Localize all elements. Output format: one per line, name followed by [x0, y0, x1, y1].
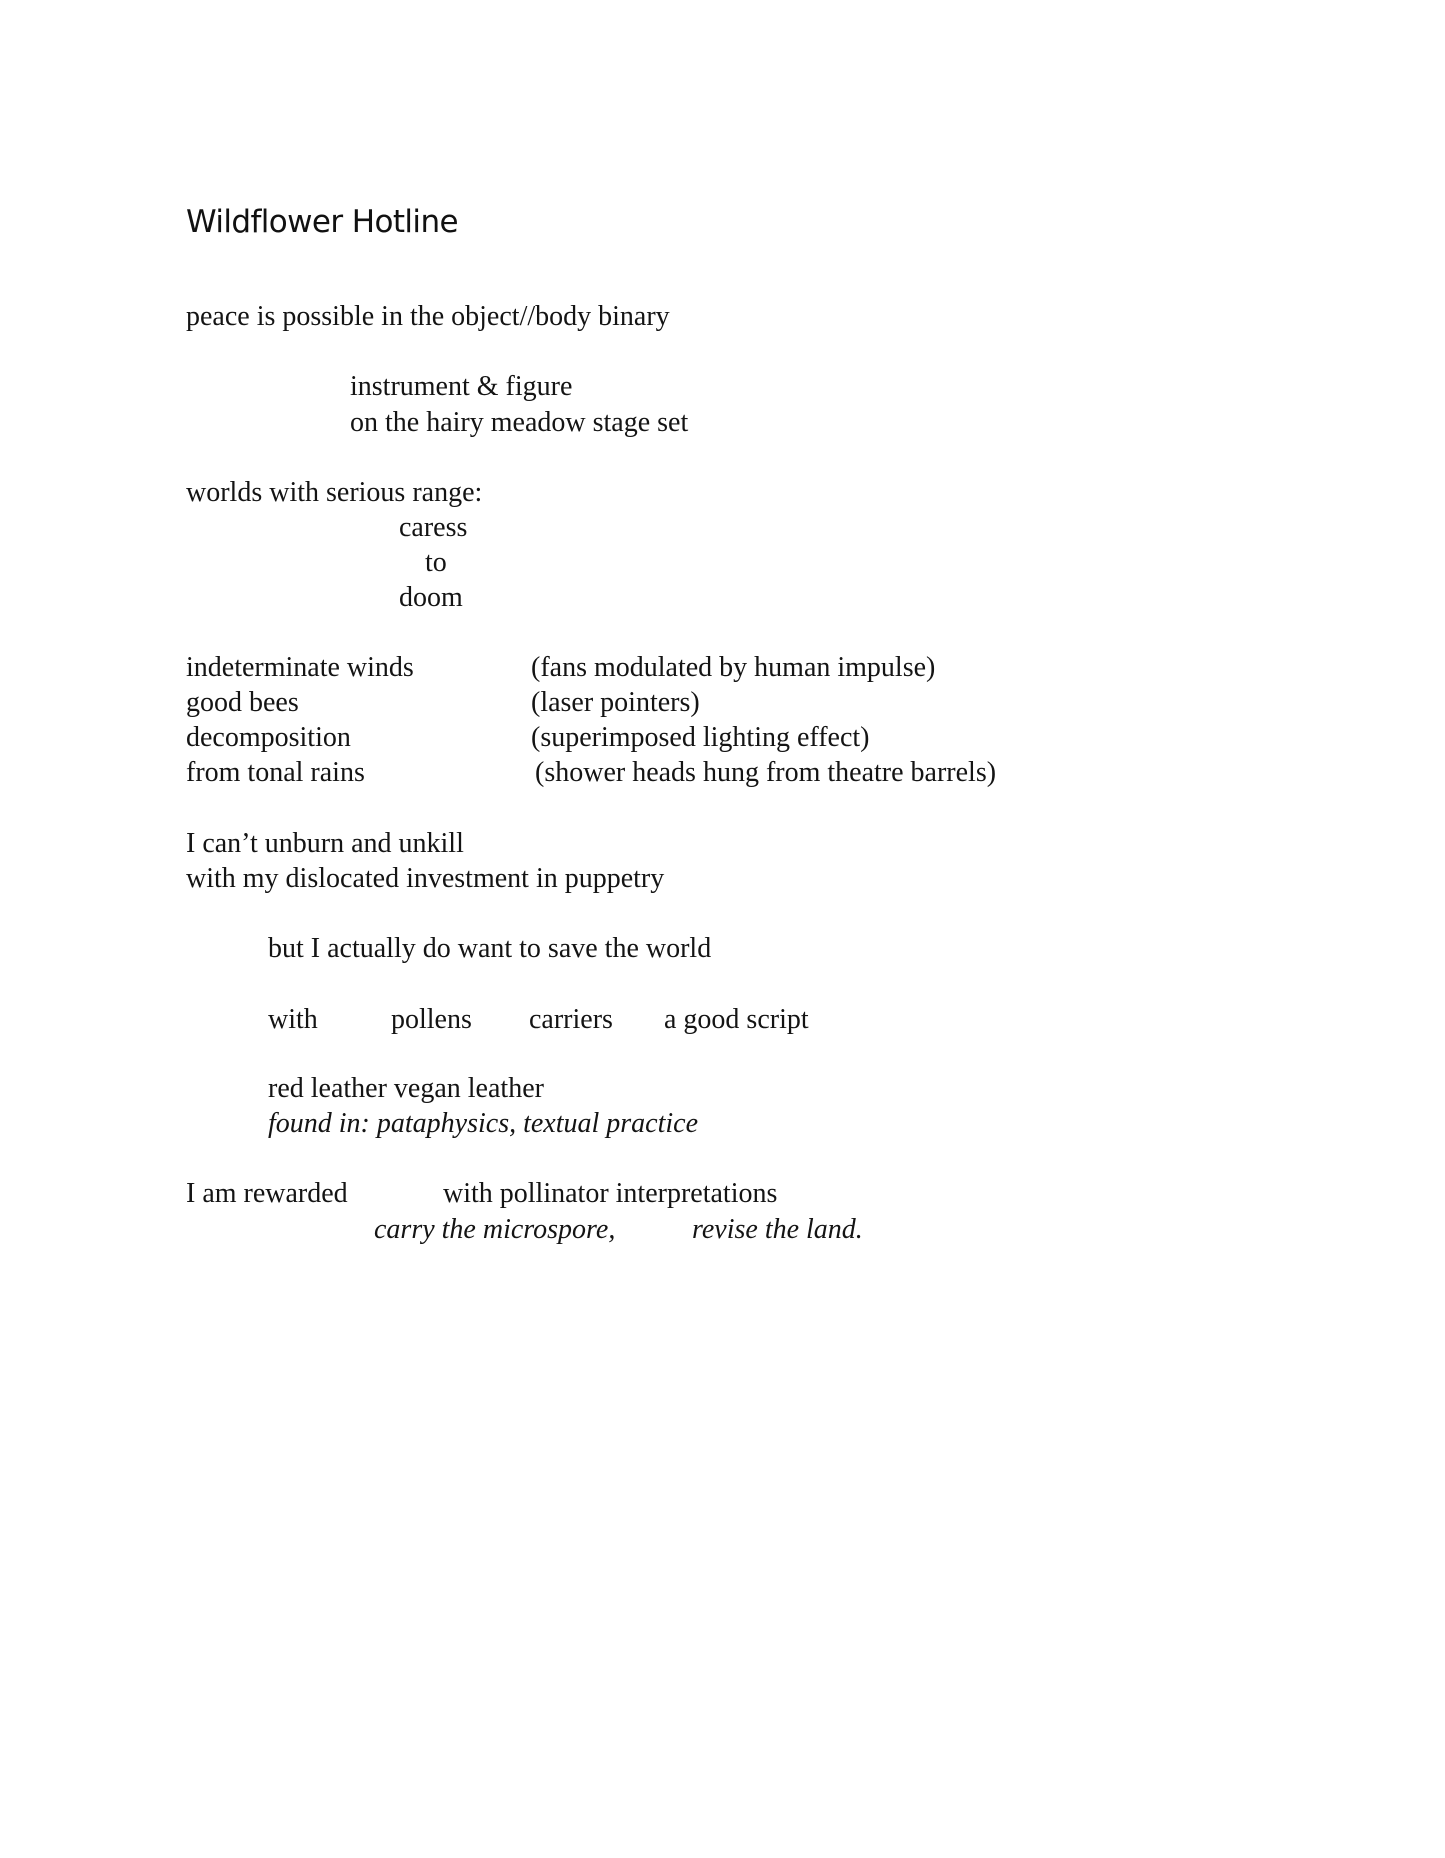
poem-line: I am rewarded [186, 1178, 348, 1209]
spaced-word: a good script [664, 1004, 809, 1035]
poem-line: but I actually do want to save the world [268, 933, 712, 964]
poem-line: I can’t unburn and unkill [186, 828, 464, 859]
spaced-word: with [268, 1004, 318, 1035]
poem-line: peace is possible in the object//body binary [186, 301, 670, 332]
poem-line: on the hairy meadow stage set [350, 407, 689, 438]
cascade-word: doom [399, 582, 463, 613]
table-row-right: (superimposed lighting effect) [531, 722, 870, 753]
table-row-left: good bees [186, 687, 299, 718]
poem-line: instrument & figure [350, 371, 573, 402]
cascade-word: to [425, 547, 447, 578]
poem-line: with my dislocated investment in puppetry [186, 863, 665, 894]
table-row-right: (laser pointers) [531, 687, 700, 718]
spaced-word: pollens [391, 1004, 472, 1035]
poem-title: Wildflower Hotline [186, 204, 458, 240]
poem-line-italic: revise the land. [692, 1214, 863, 1245]
poem-line-italic: found in: pataphysics, textual practice [268, 1108, 699, 1139]
poem-line: red leather vegan leather [268, 1073, 544, 1104]
cascade-word: caress [399, 512, 468, 543]
table-row-left: decomposition [186, 722, 351, 753]
poem-line: worlds with serious range: [186, 477, 483, 508]
spaced-word: carriers [529, 1004, 613, 1035]
table-row-left: indeterminate winds [186, 652, 414, 683]
table-row-right: (shower heads hung from theatre barrels) [535, 757, 997, 788]
table-row-left: from tonal rains [186, 757, 365, 788]
poem-line: with pollinator interpretations [443, 1178, 778, 1209]
poem-line-italic: carry the microspore, [374, 1214, 616, 1245]
table-row-right: (fans modulated by human impulse) [531, 652, 936, 683]
